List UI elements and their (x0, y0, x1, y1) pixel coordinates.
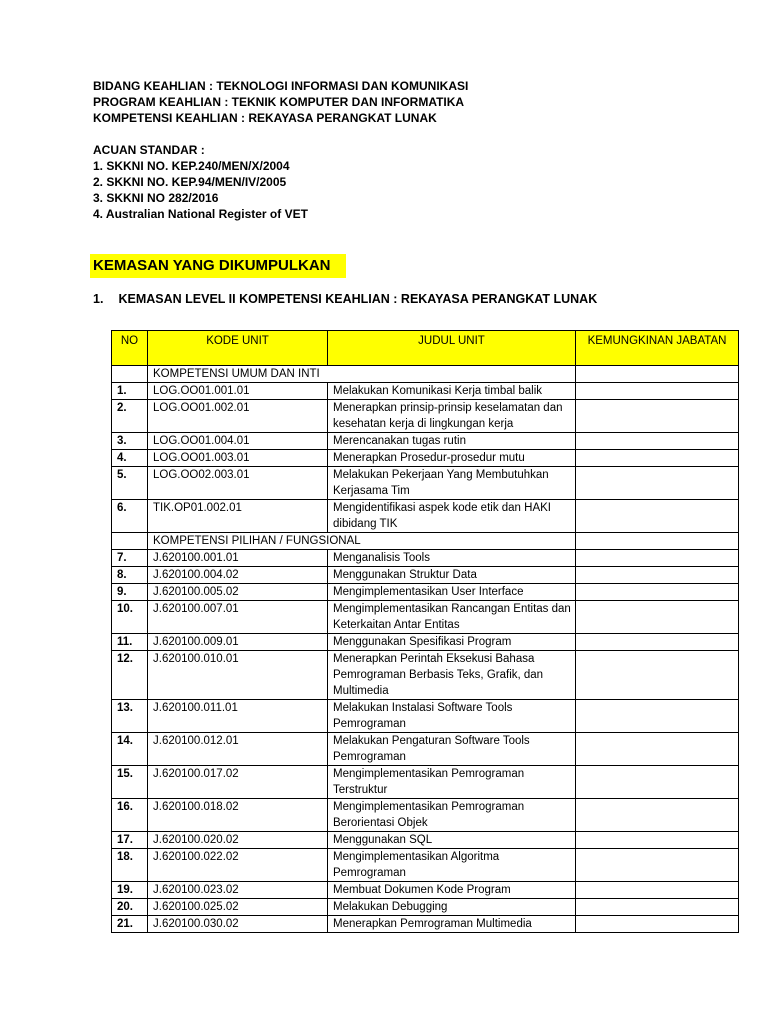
judul-unit: Mengimplementasikan Pemrograman Terstruktur (328, 766, 576, 799)
row-number: 14. (112, 733, 148, 766)
table-row (112, 433, 739, 450)
group-row (112, 366, 739, 383)
row-number: 8. (112, 567, 148, 584)
row-number: 10. (112, 601, 148, 634)
judul-unit: Melakukan Komunikasi Kerja timbal balik (328, 383, 576, 400)
table-row (112, 601, 739, 634)
kode-unit: J.620100.023.02 (148, 882, 328, 899)
table-row (112, 450, 739, 467)
table-row (112, 700, 739, 733)
judul-unit: Menerapkan Prosedur-prosedur mutu (328, 450, 576, 467)
group-no-cell (112, 533, 148, 550)
table-row (112, 766, 739, 799)
judul-unit: Merencanakan tugas rutin (328, 433, 576, 450)
kemungkinan-jabatan-cell (576, 899, 739, 916)
kemungkinan-jabatan-cell (576, 882, 739, 899)
kemungkinan-jabatan-cell (576, 601, 739, 634)
group-label: KOMPETENSI PILIHAN / FUNGSIONAL (148, 533, 576, 550)
row-number: 15. (112, 766, 148, 799)
kemungkinan-jabatan-cell (576, 766, 739, 799)
table-row (112, 584, 739, 601)
section-title: KEMASAN YANG DIKUMPULKAN (90, 254, 346, 278)
kode-unit: J.620100.025.02 (148, 899, 328, 916)
judul-unit: Menganalisis Tools (328, 550, 576, 567)
row-number: 12. (112, 651, 148, 700)
kode-unit: J.620100.017.02 (148, 766, 328, 799)
row-number: 11. (112, 634, 148, 651)
judul-unit: Menggunakan Spesifikasi Program (328, 634, 576, 651)
table-row (112, 567, 739, 584)
table-row (112, 634, 739, 651)
kode-unit: LOG.OO01.001.01 (148, 383, 328, 400)
kode-unit: TIK.OP01.002.01 (148, 500, 328, 533)
kode-unit: LOG.OO01.002.01 (148, 400, 328, 433)
kode-unit: J.620100.012.01 (148, 733, 328, 766)
program-keahlian: PROGRAM KEAHLIAN : TEKNIK KOMPUTER DAN INFORMATIKA (93, 95, 465, 109)
row-number: 7. (112, 550, 148, 567)
table-header-row (112, 331, 739, 366)
kemungkinan-jabatan-cell (576, 651, 739, 700)
kode-unit: J.620100.018.02 (148, 799, 328, 832)
kemungkinan-jabatan-cell (576, 366, 739, 383)
group-no-cell (112, 366, 148, 383)
bidang-keahlian: BIDANG KEAHLIAN : TEKNOLOGI INFORMASI DAN KOMUNIKASI (93, 79, 469, 93)
group-row (112, 533, 739, 550)
row-number: 19. (112, 882, 148, 899)
kode-unit: LOG.OO02.003.01 (148, 467, 328, 500)
group-label: KOMPETENSI UMUM DAN INTI (148, 366, 576, 383)
judul-unit: Menggunakan SQL (328, 832, 576, 849)
table-row (112, 916, 739, 933)
kode-unit: J.620100.004.02 (148, 567, 328, 584)
kemungkinan-jabatan-cell (576, 916, 739, 933)
kemungkinan-jabatan-cell (576, 567, 739, 584)
header-no: NO (112, 331, 148, 366)
judul-unit: Melakukan Debugging (328, 899, 576, 916)
unit-table (111, 330, 739, 933)
table-row (112, 799, 739, 832)
judul-unit: Melakukan Pengaturan Software Tools Pemrograman (328, 733, 576, 766)
table-row (112, 899, 739, 916)
table-row (112, 882, 739, 899)
table-row (112, 550, 739, 567)
kemungkinan-jabatan-cell (576, 400, 739, 433)
kemungkinan-jabatan-cell (576, 433, 739, 450)
row-number: 13. (112, 700, 148, 733)
kemungkinan-jabatan-cell (576, 500, 739, 533)
acuan-item: 4. Australian National Register of VET (93, 207, 308, 221)
spacer (93, 126, 468, 142)
table-row (112, 832, 739, 849)
header-judul-unit: JUDUL UNIT (328, 331, 576, 366)
kemungkinan-jabatan-cell (576, 849, 739, 882)
table-row (112, 400, 739, 433)
kode-unit: J.620100.005.02 (148, 584, 328, 601)
judul-unit: Mengimplementasikan Pemrograman Berorientasi Objek (328, 799, 576, 832)
row-number: 4. (112, 450, 148, 467)
table-body (112, 366, 739, 933)
acuan-item: 3. SKKNI NO 282/2016 (93, 191, 219, 205)
sub-title-number: 1. (93, 292, 104, 306)
kode-unit: LOG.OO01.003.01 (148, 450, 328, 467)
kode-unit: J.620100.011.01 (148, 700, 328, 733)
row-number: 6. (112, 500, 148, 533)
table-row (112, 849, 739, 882)
judul-unit: Mengidentifikasi aspek kode etik dan HAKI dibidang TIK (328, 500, 576, 533)
row-number: 21. (112, 916, 148, 933)
kode-unit: J.620100.020.02 (148, 832, 328, 849)
table-row (112, 733, 739, 766)
kode-unit: J.620100.030.02 (148, 916, 328, 933)
kemungkinan-jabatan-cell (576, 584, 739, 601)
kemungkinan-jabatan-cell (576, 450, 739, 467)
sub-title (93, 292, 597, 306)
judul-unit: Melakukan Pekerjaan Yang Membutuhkan Kerjasama Tim (328, 467, 576, 500)
judul-unit: Menggunakan Struktur Data (328, 567, 576, 584)
acuan-item: 1. SKKNI NO. KEP.240/MEN/X/2004 (93, 159, 290, 173)
row-number: 20. (112, 899, 148, 916)
kemungkinan-jabatan-cell (576, 533, 739, 550)
row-number: 1. (112, 383, 148, 400)
judul-unit: Menerapkan Pemrograman Multimedia (328, 916, 576, 933)
table-row (112, 383, 739, 400)
kemungkinan-jabatan-cell (576, 467, 739, 500)
row-number: 3. (112, 433, 148, 450)
kode-unit: J.620100.001.01 (148, 550, 328, 567)
table-row (112, 467, 739, 500)
row-number: 17. (112, 832, 148, 849)
kemungkinan-jabatan-cell (576, 634, 739, 651)
table-row (112, 651, 739, 700)
acuan-standar-label: ACUAN STANDAR : (93, 143, 205, 157)
judul-unit: Melakukan Instalasi Software Tools Pemrograman (328, 700, 576, 733)
kemungkinan-jabatan-cell (576, 550, 739, 567)
acuan-item: 2. SKKNI NO. KEP.94/MEN/IV/2005 (93, 175, 287, 189)
kode-unit: J.620100.010.01 (148, 651, 328, 700)
judul-unit: Mengimplementasikan User Interface (328, 584, 576, 601)
sub-title-text: KEMASAN LEVEL II KOMPETENSI KEAHLIAN : REKAYASA PERANGKAT LUNAK (118, 292, 598, 306)
table-row (112, 500, 739, 533)
row-number: 2. (112, 400, 148, 433)
header-kemungkinan-jabatan: KEMUNGKINAN JABATAN (576, 331, 739, 366)
row-number: 9. (112, 584, 148, 601)
kemungkinan-jabatan-cell (576, 799, 739, 832)
document-header (93, 78, 468, 222)
kode-unit: LOG.OO01.004.01 (148, 433, 328, 450)
kemungkinan-jabatan-cell (576, 700, 739, 733)
row-number: 5. (112, 467, 148, 500)
kode-unit: J.620100.007.01 (148, 601, 328, 634)
kemungkinan-jabatan-cell (576, 383, 739, 400)
judul-unit: Membuat Dokumen Kode Program (328, 882, 576, 899)
kode-unit: J.620100.009.01 (148, 634, 328, 651)
judul-unit: Mengimplementasikan Algoritma Pemrograman (328, 849, 576, 882)
row-number: 18. (112, 849, 148, 882)
judul-unit: Mengimplementasikan Rancangan Entitas dan Keterkaitan Antar Entitas (328, 601, 576, 634)
kode-unit: J.620100.022.02 (148, 849, 328, 882)
kemungkinan-jabatan-cell (576, 832, 739, 849)
judul-unit: Menerapkan prinsip-prinsip keselamatan dan kesehatan kerja di lingkungan kerja (328, 400, 576, 433)
row-number: 16. (112, 799, 148, 832)
kompetensi-keahlian: KOMPETENSI KEAHLIAN : REKAYASA PERANGKAT LUNAK (93, 111, 437, 125)
header-kode-unit: KODE UNIT (148, 331, 328, 366)
judul-unit: Menerapkan Perintah Eksekusi Bahasa Pemrograman Berbasis Teks, Grafik, dan Multimedia (328, 651, 576, 700)
kemungkinan-jabatan-cell (576, 733, 739, 766)
